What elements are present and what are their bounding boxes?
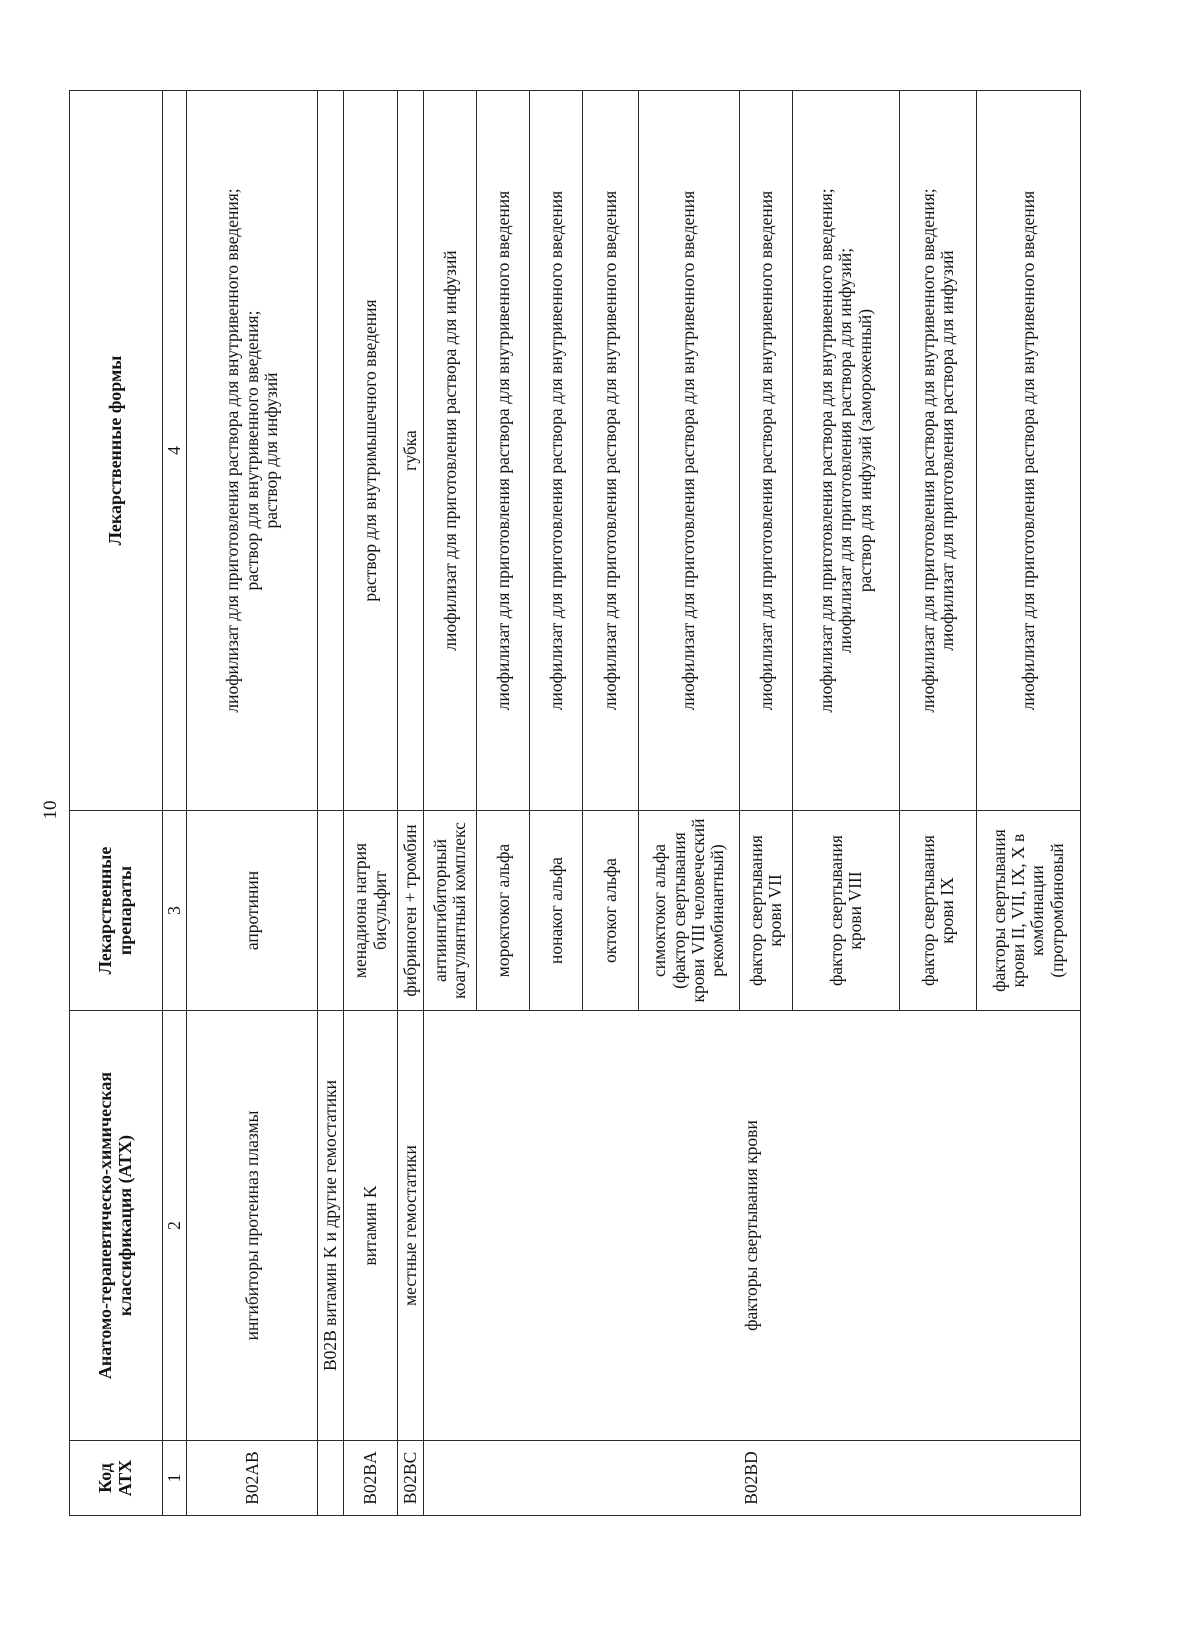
dosage-form-line: лиофилизат для приготовления раствора для внутривенного введения: [1017, 190, 1038, 711]
column-number: 2: [162, 1011, 187, 1441]
dosage-form-line: лиофилизат для приготовления раствора для внутривенного введения;: [917, 188, 938, 713]
dosage-form-line: лиофилизат для приготовления раствора для внутривенного введения: [755, 190, 776, 711]
column-number-row: [162, 91, 187, 1516]
dosage-forms: [187, 91, 317, 811]
preparation-name: нонаког альфа: [530, 811, 583, 1011]
dosage-form-line: лиофилизат для приготовления раствора для внутривенного введения: [678, 190, 699, 711]
atc-classification: витамин K: [344, 1011, 397, 1441]
preparation-name: фактор свертывания крови VII: [740, 811, 793, 1011]
dosage-forms: [530, 91, 583, 811]
dosage-forms: [976, 91, 1080, 811]
page-number: 10: [40, 800, 61, 820]
atc-classification: факторы свертывания крови: [424, 1011, 1081, 1441]
empty-cell: [317, 811, 344, 1011]
table-row: [187, 91, 317, 1516]
preparation-name: менадиона натрия бисульфит: [344, 811, 397, 1011]
dosage-form-line: раствор для внутривенного введения;: [241, 310, 262, 591]
atc-code: B02BA: [344, 1441, 397, 1516]
dosage-forms: [793, 91, 899, 811]
table-row: [397, 91, 424, 1516]
atc-code: B02BD: [424, 1441, 1081, 1516]
dosage-forms: [397, 91, 424, 811]
atc-classification: местные гемостатики: [397, 1011, 424, 1441]
dosage-form-line: лиофилизат для приготовления раствора для внутривенного введения: [492, 190, 513, 711]
empty-cell: [317, 91, 344, 811]
header-preparations: Лекарственные препараты: [70, 811, 163, 1011]
dosage-forms: [899, 91, 976, 811]
column-number: 3: [162, 811, 187, 1011]
dosage-form-line: раствор для инфузий (замороженный): [854, 308, 875, 593]
column-number: 1: [162, 1441, 187, 1516]
atc-code: B02BC: [397, 1441, 424, 1516]
dosage-forms: [740, 91, 793, 811]
dosage-forms: [638, 91, 740, 811]
dosage-forms: [477, 91, 530, 811]
preparation-name: фибриноген + тромбин: [397, 811, 424, 1011]
header-row: [70, 91, 163, 1516]
preparation-name: фактор свертывания крови IX: [899, 811, 976, 1011]
preparation-name: симоктоког альфа (фактор свертывания крови VIII человеческий рекомбинантный): [638, 811, 740, 1011]
header-code: Код АТХ: [70, 1441, 163, 1516]
group-heading: B02B витамин K и другие гемостатики: [317, 1011, 344, 1441]
dosage-forms: [424, 91, 477, 811]
dosage-form-line: лиофилизат для приготовления раствора для инфузий: [439, 250, 460, 651]
dosage-form-line: раствор для инфузий: [260, 372, 281, 529]
column-number: 4: [162, 91, 187, 811]
preparation-name: фактор свертывания крови VIII: [793, 811, 899, 1011]
dosage-form-line: лиофилизат для приготовления раствора для внутривенного введения: [545, 190, 566, 711]
atc-table: [69, 90, 1081, 1516]
preparation-name: октоког альфа: [583, 811, 638, 1011]
dosage-forms: [344, 91, 397, 811]
table-row: [344, 91, 397, 1516]
atc-code-empty: [317, 1441, 344, 1516]
dosage-form-line: лиофилизат для приготовления раствора для внутривенного введения;: [816, 188, 837, 713]
preparation-name: мороктоког альфа: [477, 811, 530, 1011]
atc-code: B02AB: [187, 1441, 317, 1516]
preparation-name: факторы свертывания крови II, VII, IX, X в комбинации (протромбиновый: [976, 811, 1080, 1011]
dosage-form-line: лиофилизат для приготовления раствора для инфузий;: [835, 247, 856, 654]
dosage-form-line: лиофилизат для приготовления раствора для инфузий: [936, 250, 957, 651]
atc-classification: ингибиторы протеиназ плазмы: [187, 1011, 317, 1441]
header-forms: Лекарственные формы: [70, 91, 163, 811]
dosage-form-line: лиофилизат для приготовления раствора для внутривенного введения;: [222, 188, 243, 713]
group-row: [317, 91, 344, 1516]
preparation-name: антиингибиторный коагулянтный комплекс: [424, 811, 477, 1011]
dosage-form-line: губка: [399, 430, 420, 471]
header-classification: Анатомо-терапевтическо-химическая классификация (АТХ): [70, 1011, 163, 1441]
dosage-form-line: лиофилизат для приготовления раствора для внутривенного введения: [599, 190, 620, 711]
dosage-form-line: раствор для внутримышечного введения: [359, 299, 380, 602]
table-row: [424, 91, 477, 1516]
preparation-name: апротинин: [187, 811, 317, 1011]
dosage-forms: [583, 91, 638, 811]
